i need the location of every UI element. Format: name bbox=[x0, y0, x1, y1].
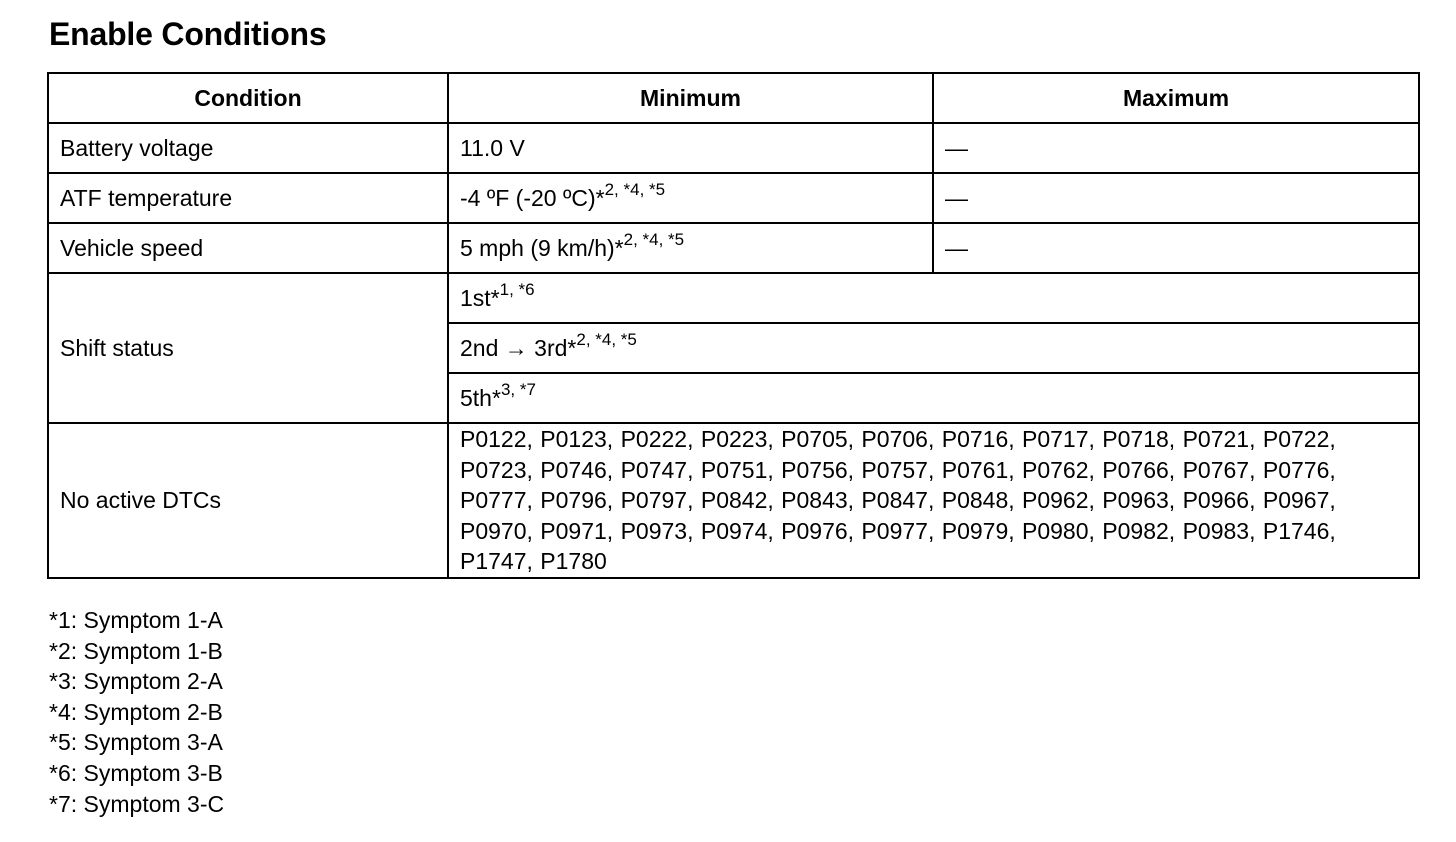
condition-cell: No active DTCs bbox=[48, 423, 448, 578]
dtc-list-cell: P0122, P0123, P0222, P0223, P0705, P0706, P0716, P0717, P0718, P0721, P0722, P0723, P0746, P0747, P0751, P0756, P0757, P0761, P0762, P0766, P0767, P0776, P0777, P0796, P0797, P0842, P0843, P0847, P0848, P0962, P0963, P0966, P0967, P0970, P0971, P0973, P0974, P0976, P0977, P0979, P0980, P0982, P0983, P1746, P1747, P1780 bbox=[448, 423, 1419, 578]
footnote: *4: Symptom 2-B bbox=[49, 698, 223, 725]
footnote-ref: 2, *4, *5 bbox=[576, 330, 637, 350]
minimum-value: 5 mph (9 km/h)* bbox=[460, 234, 624, 261]
table-row bbox=[48, 173, 1419, 223]
minimum-cell bbox=[448, 173, 933, 223]
shift-value-cell bbox=[448, 373, 1419, 423]
header-condition: Condition bbox=[48, 73, 448, 123]
shift-value: 5th* bbox=[460, 384, 501, 411]
table-row bbox=[48, 123, 1419, 173]
footnote: *5: Symptom 3-A bbox=[49, 729, 223, 756]
footnote: *1: Symptom 1-A bbox=[49, 607, 223, 633]
footnote: *3: Symptom 2-A bbox=[49, 668, 223, 695]
table-row bbox=[48, 273, 1419, 323]
footnote: *7: Symptom 3-C bbox=[49, 790, 225, 817]
header-maximum: Maximum bbox=[933, 73, 1419, 123]
condition-cell: Vehicle speed bbox=[48, 223, 448, 273]
shift-value-cell bbox=[448, 273, 1419, 323]
footnote: *2: Symptom 1-B bbox=[49, 637, 223, 664]
condition-cell: Shift status bbox=[48, 273, 448, 423]
shift-value-cell bbox=[448, 323, 1419, 373]
maximum-cell: — bbox=[933, 123, 1419, 173]
footnote-ref: 1, *6 bbox=[499, 280, 535, 300]
footnote: *6: Symptom 3-B bbox=[49, 759, 223, 786]
shift-value: 1st* bbox=[460, 284, 500, 311]
table-header-row bbox=[48, 73, 1419, 123]
condition-cell: ATF temperature bbox=[48, 173, 448, 223]
enable-conditions-table bbox=[47, 72, 1420, 579]
table-row bbox=[48, 223, 1419, 273]
header-minimum: Minimum bbox=[448, 73, 933, 123]
page-title: Enable Conditions bbox=[49, 16, 327, 52]
footnote-ref: 2, *4, *5 bbox=[623, 230, 685, 250]
maximum-cell: — bbox=[933, 173, 1419, 223]
shift-value: 2nd → 3rd* bbox=[460, 334, 577, 361]
table-row bbox=[48, 423, 1419, 578]
maximum-cell: — bbox=[933, 223, 1419, 273]
minimum-cell bbox=[448, 223, 933, 273]
condition-cell: Battery voltage bbox=[48, 123, 448, 173]
footnote-ref: 3, *7 bbox=[500, 380, 536, 400]
footnotes bbox=[49, 605, 224, 819]
footnote-ref: 2, *4, *5 bbox=[604, 180, 666, 200]
minimum-value: -4 ºF (-20 ºC)* bbox=[460, 184, 605, 211]
minimum-cell: 11.0 V bbox=[448, 123, 933, 173]
